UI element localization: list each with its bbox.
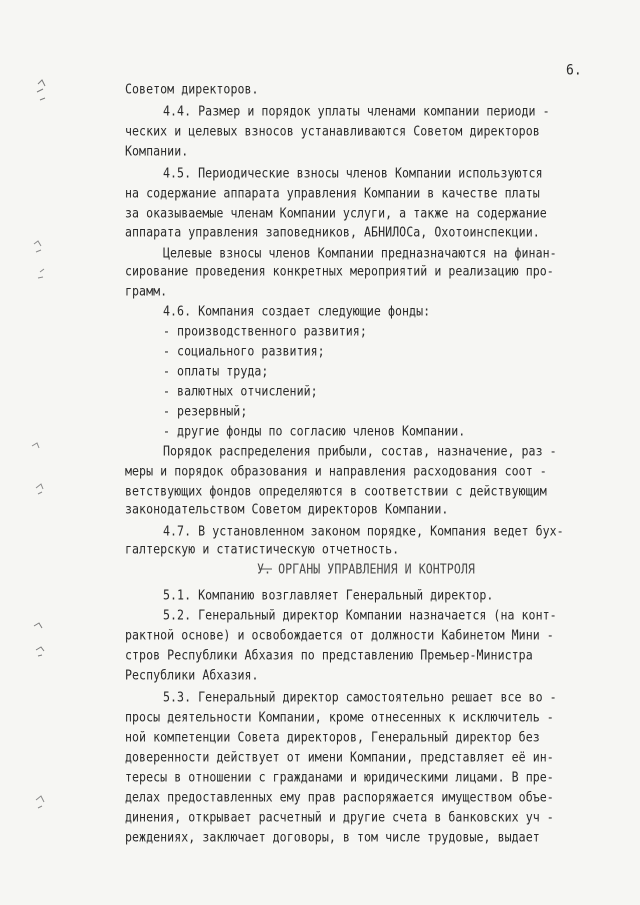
text-line: Советом директоров. <box>125 81 259 97</box>
text-line: Республики Абхазия. <box>125 667 259 683</box>
text-line: галтерскую и статистическую отчетность. <box>125 541 400 557</box>
section-heading: У. ОРГАНЫ УПРАВЛЕНИЯ И КОНТРОЛЯ <box>257 561 475 577</box>
text-line: 4.6. Компания создает следующие фонды: <box>163 303 431 319</box>
text-line: - другие фонды по согласию членов Компании. <box>163 423 466 439</box>
text-line: - оплаты труда; <box>163 363 269 379</box>
text-line: аппарата управления заповедников, АБНИЛОСа, Охотоинспекции. <box>125 224 540 240</box>
text-line: 5.2. Генеральный директор Компании назначается (на конт- <box>163 607 557 623</box>
text-line: - резервный; <box>163 403 248 419</box>
text-line: меры и порядок образования и направления расходования соот - <box>125 463 547 479</box>
text-line: 4.7. В установленном законом порядке, Компания ведет бух- <box>163 523 564 539</box>
text-line: Компании. <box>125 143 189 159</box>
page-number: 6. <box>566 62 582 79</box>
text-line: тересы в отношении с гражданами и юридическими лицами. В пре- <box>125 769 554 785</box>
text-line: ветствующих фондов определяются в соответствии с действующим <box>125 483 547 499</box>
text-line: - социального развития; <box>163 343 325 359</box>
text-line: делах предоставленных ему прав распоряжается имуществом объе- <box>125 789 554 805</box>
text-line: сирование проведения конкретных мероприятий и реализацию про- <box>125 263 554 279</box>
text-line: - производственного развития; <box>163 323 367 339</box>
text-line: доверенности действует от имени Компании, представляет её ин- <box>125 749 554 765</box>
text-line: грамм. <box>125 283 168 299</box>
text-line: 5.1. Компанию возглавляет Генеральный директор. <box>163 587 494 603</box>
text-line: 5.3. Генеральный директор самостоятельно решает все во - <box>163 689 557 705</box>
text-line: стров Республики Абхазия по представлению Премьер-Министра <box>125 647 533 663</box>
text-line: реждениях, заключает договоры, в том числе трудовые, выдает <box>125 829 540 845</box>
text-line: законодательством Советом директоров Компании. <box>125 501 449 517</box>
text-line: на содержание аппарата управления Компании в качестве платы <box>125 185 540 201</box>
text-line: ческих и целевых взносов устанавливаются Советом директоров <box>125 123 540 139</box>
text-line: динения, открывает расчетный и другие счета в банковских уч - <box>125 809 554 825</box>
text-line: 4.4. Размер и порядок уплаты членами компании периоди - <box>163 103 550 119</box>
text-line: 4.5. Периодические взносы членов Компании используются <box>163 165 543 181</box>
text-line: - валютных отчислений; <box>163 383 318 399</box>
text-line: Порядок распределения прибыли, состав, назначение, раз - <box>163 443 557 459</box>
text-line: рактной основе) и освобождается от должности Кабинетом Мини - <box>125 627 554 643</box>
text-line: Целевые взносы членов Компании предназначаются на финан- <box>163 245 557 261</box>
text-line: ной компетенции Совета директоров, Генеральный директор без <box>125 729 540 745</box>
text-line: просы деятельности Компании, кроме отнесенных к исключитель - <box>125 709 554 725</box>
text-line: за оказываемые членам Компании услуги, а также на содержание <box>125 205 547 221</box>
